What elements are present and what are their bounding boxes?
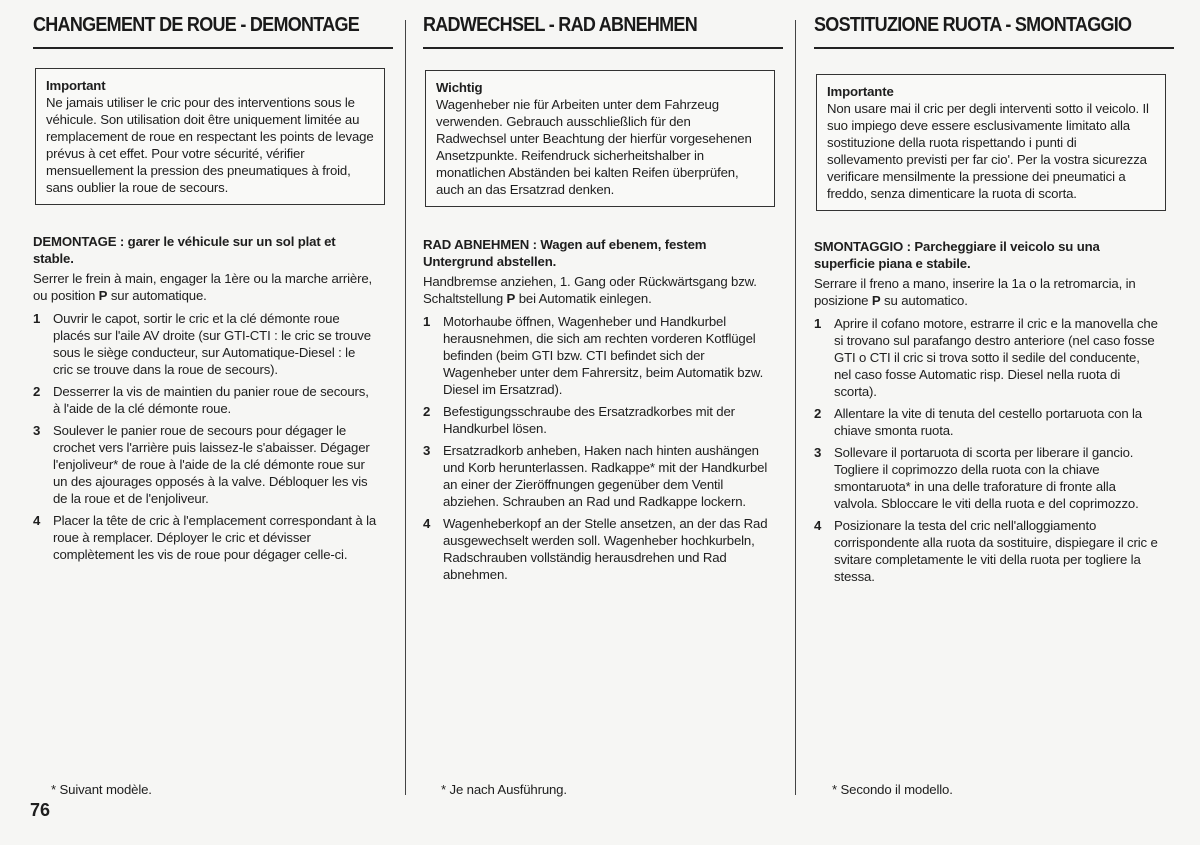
step-text: Ouvrir le capot, sortir le cric et la clé démonte roue placés sur l'aile AV droite (sur GTI-CTI : le cric se trouve sous le siège conducteur, sur Automatique-Diesel : le cric se trouve dans la roue de secours). [53, 311, 371, 377]
step-number: 1 [814, 316, 822, 331]
step-text: Soulever le panier roue de secours pour dégager le crochet vers l'arrière puis laissez-le s'abaisser. Dégager l'enjoliveur* de roue à l'aide de la clé démonte roue sur un des ajourages opposés à la valve. Débloquer les vis de la roue et de l'enjoliveur. [53, 423, 370, 506]
step-number: 2 [423, 404, 431, 419]
step-item [814, 315, 1159, 400]
step-list [423, 313, 768, 583]
step-number: 2 [33, 384, 41, 399]
section-title: RADWECHSEL - RAD ABNEHMEN [423, 14, 698, 36]
gear-position-p: P [506, 291, 516, 306]
step-list [814, 315, 1159, 585]
step-item [423, 442, 768, 510]
warning-title: Wichtig [436, 80, 483, 95]
step-number: 4 [33, 513, 41, 528]
footnote: * Secondo il modello. [832, 782, 953, 797]
procedure-lead: RAD ABNEHMEN : Wagen auf ebenem, festem Untergrund abstellen. [423, 237, 707, 269]
warning-text: Ne jamais utiliser le cric pour des interventions sous le véhicule. Son utilisation doit être uniquement limitée au remplacement de roue en respectant les points de levage prévus à cet effet. Pour votre sécurité, vérifier mensuellement la pression des pneumatiques à froid, sans oublier la roue de secours. [46, 95, 374, 195]
step-text: Sollevare il portaruota di scorta per liberare il gancio. Togliere il coprimozzo della ruota con la chiave smontaruota* in una delle traforature di fronte alla valvola. Sbloccare le viti della ruota e del coprimozzo. [834, 445, 1139, 511]
step-item [814, 405, 1159, 439]
procedure-lead: DEMONTAGE : garer le véhicule sur un sol plat et stable. [33, 234, 336, 266]
step-text: Placer la tête de cric à l'emplacement correspondant à la roue à remplacer. Déployer le cric et dévisser complètement les vis de roue pour dégager celle-ci. [53, 513, 377, 562]
step-text: Aprire il cofano motore, estrarre il cric e la manovella che si trovano sul parafango destro anteriore (nel caso fosse GTI o CTI il cric si trova sotto il sedile del conducente, nel caso fosse Automatic risp. Diesel nella ruota di scorta). [834, 316, 1158, 399]
step-item [33, 310, 378, 378]
step-item [423, 313, 768, 398]
step-number: 3 [423, 443, 431, 458]
step-number: 4 [423, 516, 431, 531]
footnote: * Suivant modèle. [51, 782, 152, 797]
warning-box [35, 68, 385, 205]
procedure-intro [814, 275, 1159, 309]
step-text: Ersatzradkorb anheben, Haken nach hinten aushängen und Korb herunterlassen. Radkappe* mit der Handkurbel an einer der Zieröffnungen gegenüber dem Ventil abziehen. Schrauben an Rad und Radkappe lockern. [443, 443, 768, 509]
intro-text-b: bei Automatik einlegen. [515, 291, 652, 306]
section-title: SOSTITUZIONE RUOTA - SMONTAGGIO [814, 14, 1132, 36]
gear-position-p: P [98, 288, 108, 303]
title-rule [33, 47, 393, 49]
step-list [33, 310, 378, 563]
step-item [814, 444, 1159, 512]
procedure-section [33, 233, 378, 568]
step-item [33, 383, 378, 417]
step-number: 1 [33, 311, 41, 326]
step-item [814, 517, 1159, 585]
intro-text-a: Serrare il freno a mano, inserire la 1a o la retromarcia, in posizione [814, 276, 1136, 308]
procedure-lead: SMONTAGGIO : Parcheggiare il veicolo su una superficie piana e stabile. [814, 239, 1100, 271]
step-text: Motorhaube öffnen, Wagenheber und Handkurbel herausnehmen, die sich am rechten vorderen Kotflügel befinden (beim GTI bzw. CTI befindet sich der Wagenheber unter dem Fahrersitz, beim Automatik bzw. Diesel im Ersatzrad). [443, 314, 764, 397]
intro-text-a: Handbremse anziehen, 1. Gang oder Rückwärtsgang bzw. Schaltstellung [423, 274, 757, 306]
procedure-section [423, 236, 768, 588]
section-title: CHANGEMENT DE ROUE - DEMONTAGE [33, 14, 360, 36]
step-number: 4 [814, 518, 822, 533]
procedure-section [814, 238, 1159, 590]
step-number: 1 [423, 314, 431, 329]
warning-title: Important [46, 78, 106, 93]
intro-text-a: Serrer le frein à main, engager la 1ère ou la marche arrière, ou position [33, 271, 373, 303]
step-number: 3 [33, 423, 41, 438]
procedure-intro [33, 270, 378, 304]
warning-box [816, 74, 1166, 211]
gear-position-p: P [871, 293, 881, 308]
step-number: 2 [814, 406, 822, 421]
step-item [33, 512, 378, 563]
title-rule [814, 47, 1174, 49]
procedure-intro [423, 273, 768, 307]
step-text: Desserrer la vis de maintien du panier roue de secours, à l'aide de la clé démonte roue. [53, 384, 369, 416]
warning-text: Wagenheber nie für Arbeiten unter dem Fahrzeug verwenden. Gebrauch ausschließlich für den Radwechsel unter Beachtung der hierfür vorgesehenen Ansetzpunkte. Reifendruck sicherheitshalber in monatlichen Abständen bei kalten Reifen überprüfen, auch an das Ersatzrad denken. [436, 97, 752, 197]
title-rule [423, 47, 783, 49]
step-item [423, 515, 768, 583]
footnote: * Je nach Ausführung. [441, 782, 567, 797]
warning-title: Importante [827, 84, 894, 99]
step-number: 3 [814, 445, 822, 460]
step-text: Posizionare la testa del cric nell'alloggiamento corrispondente alla ruota da sostituire, dispiegare il cric e svitare completamente le viti della ruota per togliere la stessa. [834, 518, 1158, 584]
step-text: Allentare la vite di tenuta del cestello portaruota con la chiave smonta ruota. [834, 406, 1142, 438]
warning-box [425, 70, 775, 207]
step-item [33, 422, 378, 507]
step-text: Befestigungsschraube des Ersatzradkorbes mit der Handkurbel lösen. [443, 404, 735, 436]
step-item [423, 403, 768, 437]
intro-text-b: sur automatique. [107, 288, 207, 303]
step-text: Wagenheberkopf an der Stelle ansetzen, an der das Rad ausgewechselt werden soll. Wagenheber hochkurbeln, Radschrauben vollständig herausdrehen und Rad abnehmen. [443, 516, 768, 582]
warning-text: Non usare mai il cric per degli interventi sotto il veicolo. Il suo impiego deve essere esclusivamente limitato alla sostituzione della ruota rispettando i punti di sollevamento previsti per far cio'. Per la vostra sicurezza verificare mensilmente la pressione dei pneumatici a freddo, senza dimenticare la ruota di scorta. [827, 101, 1149, 201]
column-divider [405, 20, 406, 795]
intro-text-b: su automatico. [880, 293, 968, 308]
column-divider [795, 20, 796, 795]
page-number: 76 [30, 800, 51, 820]
